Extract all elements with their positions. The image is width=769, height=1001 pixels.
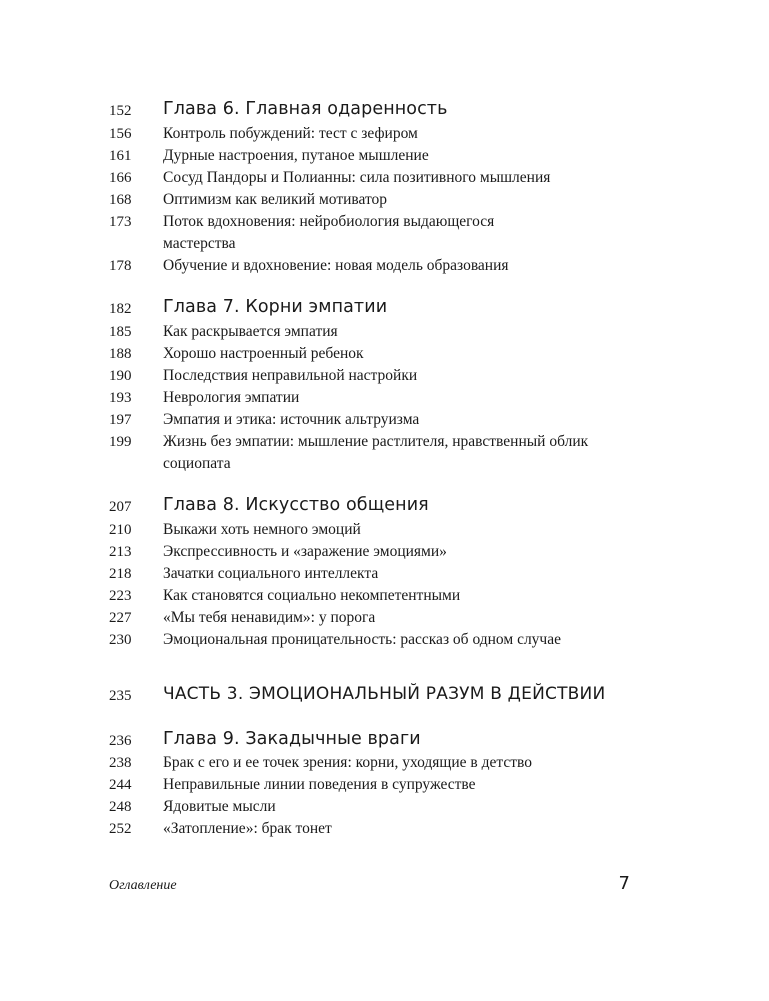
toc-entry[interactable]	[0, 585, 769, 607]
toc-chapter-9[interactable]	[0, 729, 769, 751]
chapter-9-title: Глава 9. Закадычные враги	[163, 729, 421, 749]
toc-entry[interactable]	[0, 211, 769, 252]
toc-chapter-6[interactable]	[0, 99, 769, 121]
entry-page: 199	[109, 434, 132, 450]
entry-title: Неправильные линии поведения в супружестве	[163, 776, 476, 793]
entry-page: 173	[109, 214, 132, 230]
toc-entry[interactable]	[0, 774, 769, 796]
entry-page: 190	[109, 368, 132, 384]
entry-page: 248	[109, 799, 132, 815]
entry-page: 252	[109, 821, 132, 837]
toc-entry[interactable]	[0, 629, 769, 651]
toc-part-3[interactable]	[0, 684, 769, 706]
part-3-title: ЧАСТЬ 3. ЭМОЦИОНАЛЬНЫЙ РАЗУМ В ДЕЙСТВИИ	[163, 684, 606, 704]
entry-title: «Затопление»: брак тонет	[163, 820, 332, 837]
entry-title: Дурные настроения, путаное мышление	[163, 147, 429, 164]
toc-chapter-8[interactable]	[0, 495, 769, 517]
entry-title: Оптимизм как великий мотиватор	[163, 191, 388, 208]
entry-page: 178	[109, 258, 132, 274]
entry-page: 223	[109, 588, 132, 604]
entry-title: Поток вдохновения: нейробиология выдающегося мастерства	[163, 213, 495, 252]
toc-entry[interactable]	[0, 167, 769, 189]
toc-entry[interactable]	[0, 387, 769, 409]
entry-title: Эмоциональная проницательность: рассказ об одном случае	[163, 631, 561, 648]
entry-title: Эмпатия и этика: источник альтруизма	[163, 411, 420, 428]
chapter-6-title: Глава 6. Главная одаренность	[163, 99, 448, 119]
toc-entry[interactable]	[0, 796, 769, 818]
entry-title: Брак с его и ее точек зрения: корни, уходящие в детство	[163, 754, 532, 771]
page-number: 7	[618, 873, 630, 894]
entry-title: Сосуд Пандоры и Полианны: сила позитивного мышления	[163, 169, 551, 186]
toc-entry[interactable]	[0, 321, 769, 343]
toc-entry[interactable]	[0, 343, 769, 365]
toc-entry[interactable]	[0, 409, 769, 431]
running-footer-label: Оглавление	[109, 878, 177, 893]
chapter-7-title: Глава 7. Корни эмпатии	[163, 297, 388, 317]
entry-page: 218	[109, 566, 132, 582]
entry-title: Хорошо настроенный ребенок	[163, 345, 364, 362]
toc-entry[interactable]	[0, 607, 769, 629]
entry-page: 238	[109, 755, 132, 771]
entry-title: Выкажи хоть немного эмоций	[163, 521, 361, 538]
toc-entry[interactable]	[0, 541, 769, 563]
entry-title: Контроль побуждений: тест с зефиром	[163, 125, 418, 142]
toc-entry[interactable]	[0, 431, 769, 472]
entry-title: «Мы тебя ненавидим»: у порога	[163, 609, 376, 626]
page-number-236: 236	[109, 733, 132, 749]
toc-entry[interactable]	[0, 255, 769, 277]
entry-page: 197	[109, 412, 132, 428]
entry-title: Обучение и вдохновение: новая модель образования	[163, 257, 509, 274]
entry-page: 161	[109, 148, 132, 164]
entry-page: 188	[109, 346, 132, 362]
toc-entry[interactable]	[0, 563, 769, 585]
toc-entry[interactable]	[0, 365, 769, 387]
page-number-207: 207	[109, 499, 132, 515]
entry-title: Как раскрывается эмпатия	[163, 323, 338, 340]
entry-title: Зачатки социального интеллекта	[163, 565, 379, 582]
entry-page: 166	[109, 170, 132, 186]
entry-title: Жизнь без эмпатии: мышление растлителя, нравственный облик социопата	[163, 433, 589, 472]
page-number-182: 182	[109, 301, 132, 317]
toc-entry[interactable]	[0, 145, 769, 167]
entry-page: 168	[109, 192, 132, 208]
entry-page: 213	[109, 544, 132, 560]
entry-page: 210	[109, 522, 132, 538]
entry-title: Как становятся социально некомпетентными	[163, 587, 461, 604]
toc-entry[interactable]	[0, 519, 769, 541]
page-number-235: 235	[109, 688, 132, 704]
entry-title: Неврология эмпатии	[163, 389, 300, 406]
entry-page: 230	[109, 632, 132, 648]
toc-chapter-7[interactable]	[0, 297, 769, 319]
entry-title: Ядовитые мысли	[163, 798, 276, 815]
toc-entry[interactable]	[0, 123, 769, 145]
entry-title: Последствия неправильной настройки	[163, 367, 418, 384]
toc-entry[interactable]	[0, 818, 769, 840]
entry-page: 244	[109, 777, 132, 793]
entry-page: 227	[109, 610, 132, 626]
page-number-152: 152	[109, 103, 132, 119]
chapter-8-title: Глава 8. Искусство общения	[163, 495, 429, 515]
entry-page: 156	[109, 126, 132, 142]
entry-page: 185	[109, 324, 132, 340]
entry-page: 193	[109, 390, 132, 406]
toc-entry[interactable]	[0, 752, 769, 774]
toc-entry[interactable]	[0, 189, 769, 211]
entry-title: Экспрессивность и «заражение эмоциями»	[163, 543, 447, 560]
